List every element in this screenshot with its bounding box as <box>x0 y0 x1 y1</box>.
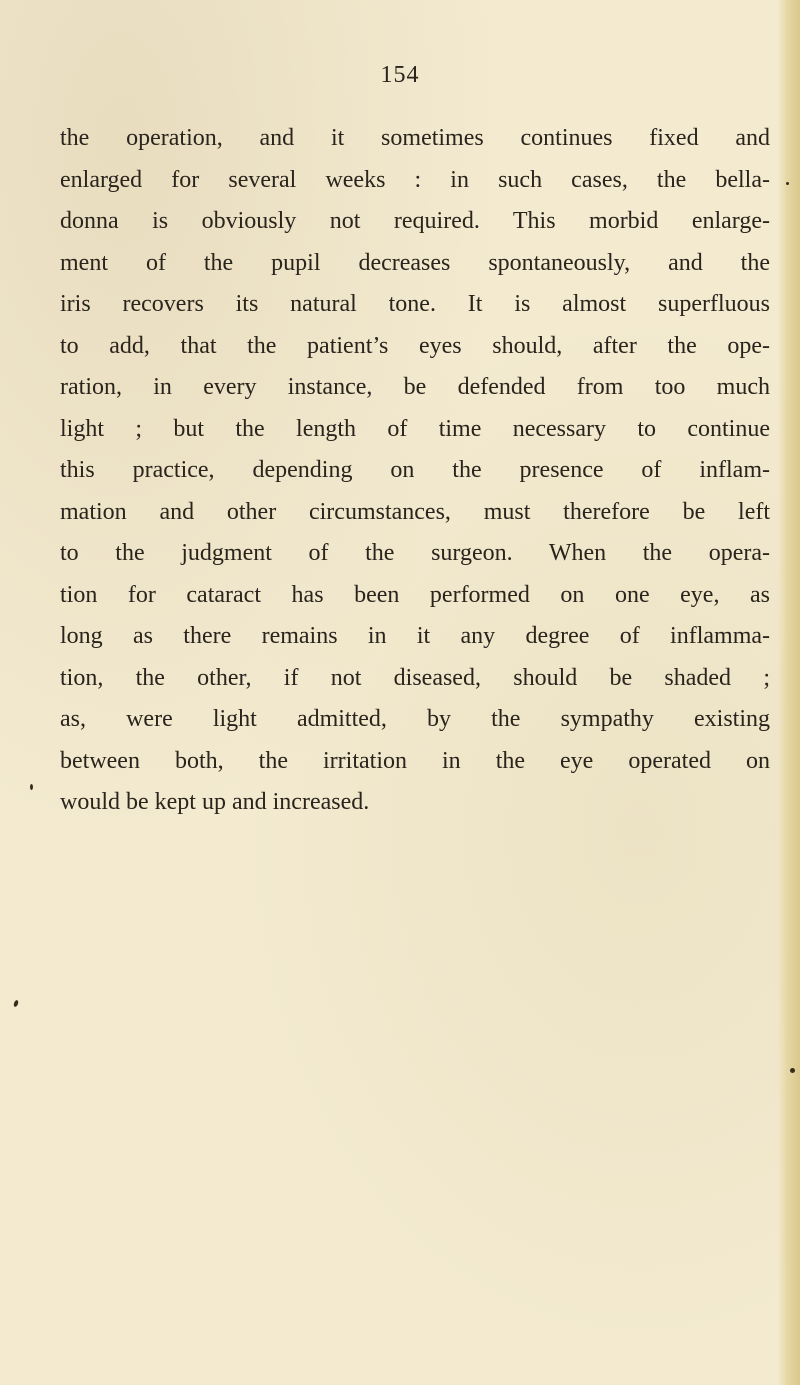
ink-speck <box>790 1068 795 1073</box>
ink-speck <box>786 182 789 185</box>
text-line: to the judgment of the surgeon. When the opera- <box>60 540 770 566</box>
ink-speck <box>30 784 33 790</box>
text-line: this practice, depending on the presence of inflam- <box>60 457 770 483</box>
ink-speck <box>13 1000 19 1008</box>
text-line: the operation, and it sometimes continues fixed and <box>60 125 770 151</box>
text-line: donna is obviously not required. This morbid enlarge- <box>60 208 770 234</box>
page-edge-shadow <box>778 0 800 1385</box>
text-line: would be kept up and increased. <box>60 789 370 815</box>
text-line: long as there remains in it any degree of inflamma- <box>60 623 770 649</box>
body-paragraph <box>60 118 770 824</box>
text-line: to add, that the patient’s eyes should, after the ope- <box>60 332 770 359</box>
text-line: mation and other circumstances, must therefore be left <box>60 498 770 525</box>
text-line: ment of the pupil decreases spontaneously, and the <box>60 249 770 276</box>
text-line: ration, in every instance, be defended from too much <box>60 374 770 400</box>
text-line: iris recovers its natural tone. It is almost superfluous <box>60 291 770 317</box>
text-line: enlarged for several weeks : in such cases, the bella- <box>60 166 770 193</box>
text-line: as, were light admitted, by the sympathy existing <box>60 706 770 732</box>
text-line: tion for cataract has been performed on one eye, as <box>60 581 770 608</box>
text-line: between both, the irritation in the eye operated on <box>60 747 770 774</box>
page-number: 154 <box>380 62 420 88</box>
text-line: light ; but the length of time necessary to continue <box>60 415 770 442</box>
text-line: tion, the other, if not diseased, should be shaded ; <box>60 664 770 691</box>
